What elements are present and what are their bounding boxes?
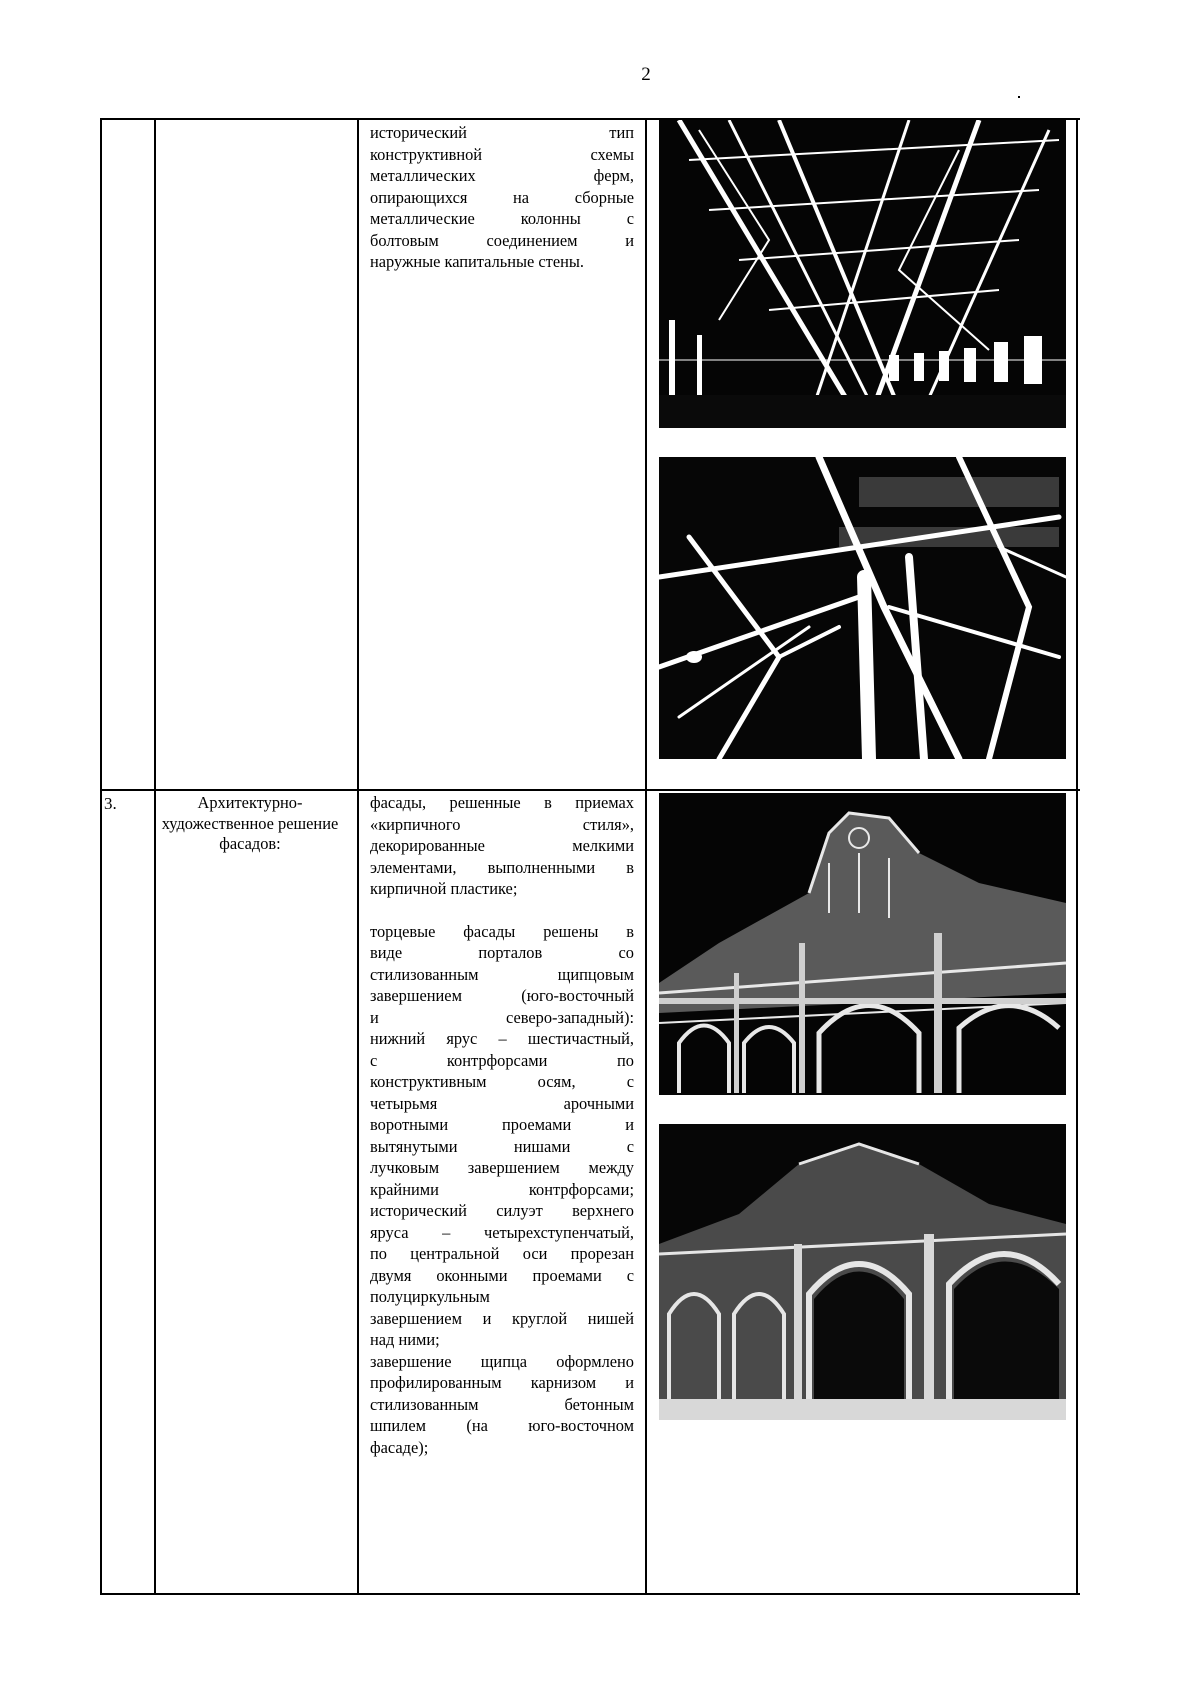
paragraph-line: стилизованным щипцовым	[370, 964, 634, 984]
paragraph-line: крайними контрфорсами;	[370, 1179, 634, 1199]
paragraph-line: шпилем (на юго-восточном	[370, 1416, 634, 1435]
description-line: металлических ферм,	[370, 166, 634, 185]
facade-portal-arches-icon	[659, 1124, 1066, 1420]
paragraph-line: виде порталов со	[370, 943, 634, 962]
table-col-divider-3	[645, 118, 647, 1595]
row-continued-description	[370, 122, 634, 273]
table-right-border	[1076, 118, 1078, 1595]
scan-speck	[1018, 96, 1020, 98]
paragraph-line: лучковым завершением между	[370, 1158, 634, 1177]
facade-gable-photo	[659, 793, 1066, 1095]
table-col-divider-1	[154, 118, 156, 1595]
row-number: 3.	[104, 794, 117, 813]
facade-portal-arches-photo	[659, 1124, 1066, 1420]
paragraph-line: завершением (юго-восточный	[370, 986, 634, 1005]
paragraph-line: воротными проемами и	[370, 1115, 634, 1134]
paragraph-line: четырьмя арочными	[370, 1093, 634, 1113]
paragraph-line: торцевые фасады решены в	[370, 921, 634, 941]
row-3-description	[370, 792, 634, 1458]
table-col-divider-2	[357, 118, 359, 1595]
paragraph-line: по центральной оси прорезан	[370, 1244, 634, 1263]
paragraph-line: кирпичной пластике;	[370, 879, 518, 898]
row-title: Архитектурно-художественное решение фасадов:	[161, 793, 339, 853]
paragraph-line: «кирпичного стиля»,	[370, 814, 634, 834]
facade-gable-icon	[659, 793, 1066, 1095]
description-line: наружные капитальные стены.	[370, 252, 584, 271]
paragraph-line: нижний ярус – шестичастный,	[370, 1029, 634, 1048]
paragraph-line: конструктивным осям, с	[370, 1072, 634, 1091]
paragraph-line: профилированным карнизом и	[370, 1373, 634, 1392]
steel-columns-truss-icon	[659, 457, 1066, 759]
table-row-divider	[100, 789, 1080, 791]
table-left-border	[100, 118, 102, 1595]
paragraph-line: с контрфорсами по	[370, 1050, 634, 1070]
paragraph-line: двумя оконными проемами с	[370, 1265, 634, 1285]
paragraph-line: стилизованным бетонным	[370, 1394, 634, 1414]
description-line: опирающихся на сборные	[370, 187, 634, 207]
page-number: 2	[641, 64, 651, 85]
paragraph-line: над ними;	[370, 1330, 440, 1349]
description-line: болтовым соединением и	[370, 230, 634, 250]
interior-roof-truss-photo	[659, 120, 1066, 428]
paragraph-line: фасаде);	[370, 1437, 429, 1457]
interior-roof-truss-icon	[659, 120, 1066, 428]
paragraph-line: завершением и круглой нишей	[370, 1308, 634, 1328]
description-line: исторический тип	[370, 123, 634, 142]
paragraph-line: и северо-западный):	[370, 1007, 634, 1027]
description-line: металлические колонны с	[370, 209, 634, 228]
description-line: конструктивной схемы	[370, 144, 634, 164]
paragraph-line: полуциркульным	[370, 1287, 490, 1306]
paragraph-line: завершение щипца оформлено	[370, 1351, 634, 1371]
paragraph-line: вытянутыми нишами с	[370, 1136, 634, 1156]
paragraph-line: исторический силуэт верхнего	[370, 1201, 634, 1220]
table-bottom-border	[100, 1593, 1080, 1595]
paragraph-line: фасады, решенные в приемах	[370, 793, 634, 812]
steel-columns-truss-photo	[659, 457, 1066, 759]
paragraph-line: яруса – четырехступенчатый,	[370, 1222, 634, 1242]
paragraph-line: декорированные мелкими	[370, 836, 634, 855]
paragraph-line: элементами, выполненными в	[370, 857, 634, 877]
